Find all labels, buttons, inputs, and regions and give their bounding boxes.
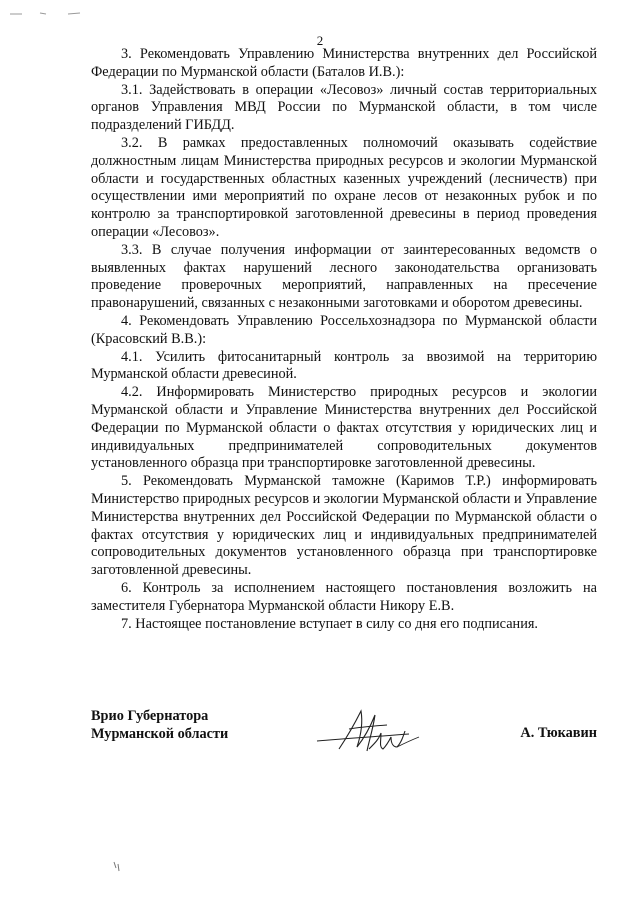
paragraph-3-2: 3.2. В рамках предоставленных полномочий оказывать содействие должностным лицам Министерства природных ресурсов и экологии Мурманской области и государственных областных казенных учреждений (лесничеств) при осуществлении ими мероприятий по охране лесов от незаконных рубок и по контролю за транспортировкой заготовленной древесины в период проведения операции «Лесовоз». — [91, 134, 597, 240]
paragraph-4-1: 4.1. Усилить фитосанитарный контроль за ввозимой на территорию Мурманской области древесиной. — [91, 348, 597, 383]
paragraph-4-2: 4.2. Информировать Министерство природных ресурсов и экологии Мурманской области и Управление Министерства внутренних дел Российской Федерации по Мурманской области о фактах отсутствия у юридических лиц и индивидуальных предпринимателей сопроводительных документов установленного образца при транспортировке заготовленной древесины. — [91, 384, 597, 472]
paragraph-7: 7. Настоящее постановление вступает в силу со дня его подписания. — [121, 615, 538, 632]
scan-artifact — [110, 860, 124, 874]
signer-title-line2: Мурманской области — [91, 726, 229, 742]
paragraph-4: 4. Рекомендовать Управлению Россельхознадзора по Мурманской области (Красовский В.В.): — [91, 312, 597, 347]
paragraph-6: 6. Контроль за исполнением настоящего постановления возложить на заместителя Губернатора Мурманской области Никору Е.В. — [91, 579, 597, 614]
paragraph-3-3: 3.3. В случае получения информации от заинтересованных ведомств о выявленных фактах нарушений лесного законодательства организовать проведение проверочных мероприятий, направленных на пресечение правонарушений, связанных с незаконными заготовками и оборотом древесины. — [91, 241, 597, 312]
paragraph-3-1: 3.1. Задействовать в операции «Лесовоз» личный состав территориальных органов Управления МВД России по Мурманской области, в том числе подразделений ГИБДД. — [91, 81, 597, 134]
signer-name: А. Тюкавин — [520, 725, 597, 741]
handwritten-signature — [309, 701, 429, 761]
paragraph-3: 3. Рекомендовать Управлению Министерства внутренних дел Российской Федерации по Мурманской области (Баталов И.В.): — [91, 46, 597, 80]
scan-artifact — [10, 8, 100, 20]
signature-block — [91, 707, 597, 767]
signer-title — [91, 707, 228, 743]
document-body — [91, 46, 597, 633]
page-number: 2 — [316, 33, 324, 48]
signer-title-line1: Врио Губернатора — [91, 708, 209, 724]
paragraph-5: 5. Рекомендовать Мурманской таможне (Каримов Т.Р.) информировать Министерство природных ресурсов и экологии Мурманской области и Управление Министерства внутренних дел Российской Федерации по Мурманской области о фактах отсутствия у юридических лиц и индивидуальных предпринимателей сопроводительных документов установленного образца при транспортировке заготовленной древесины. — [91, 473, 597, 579]
